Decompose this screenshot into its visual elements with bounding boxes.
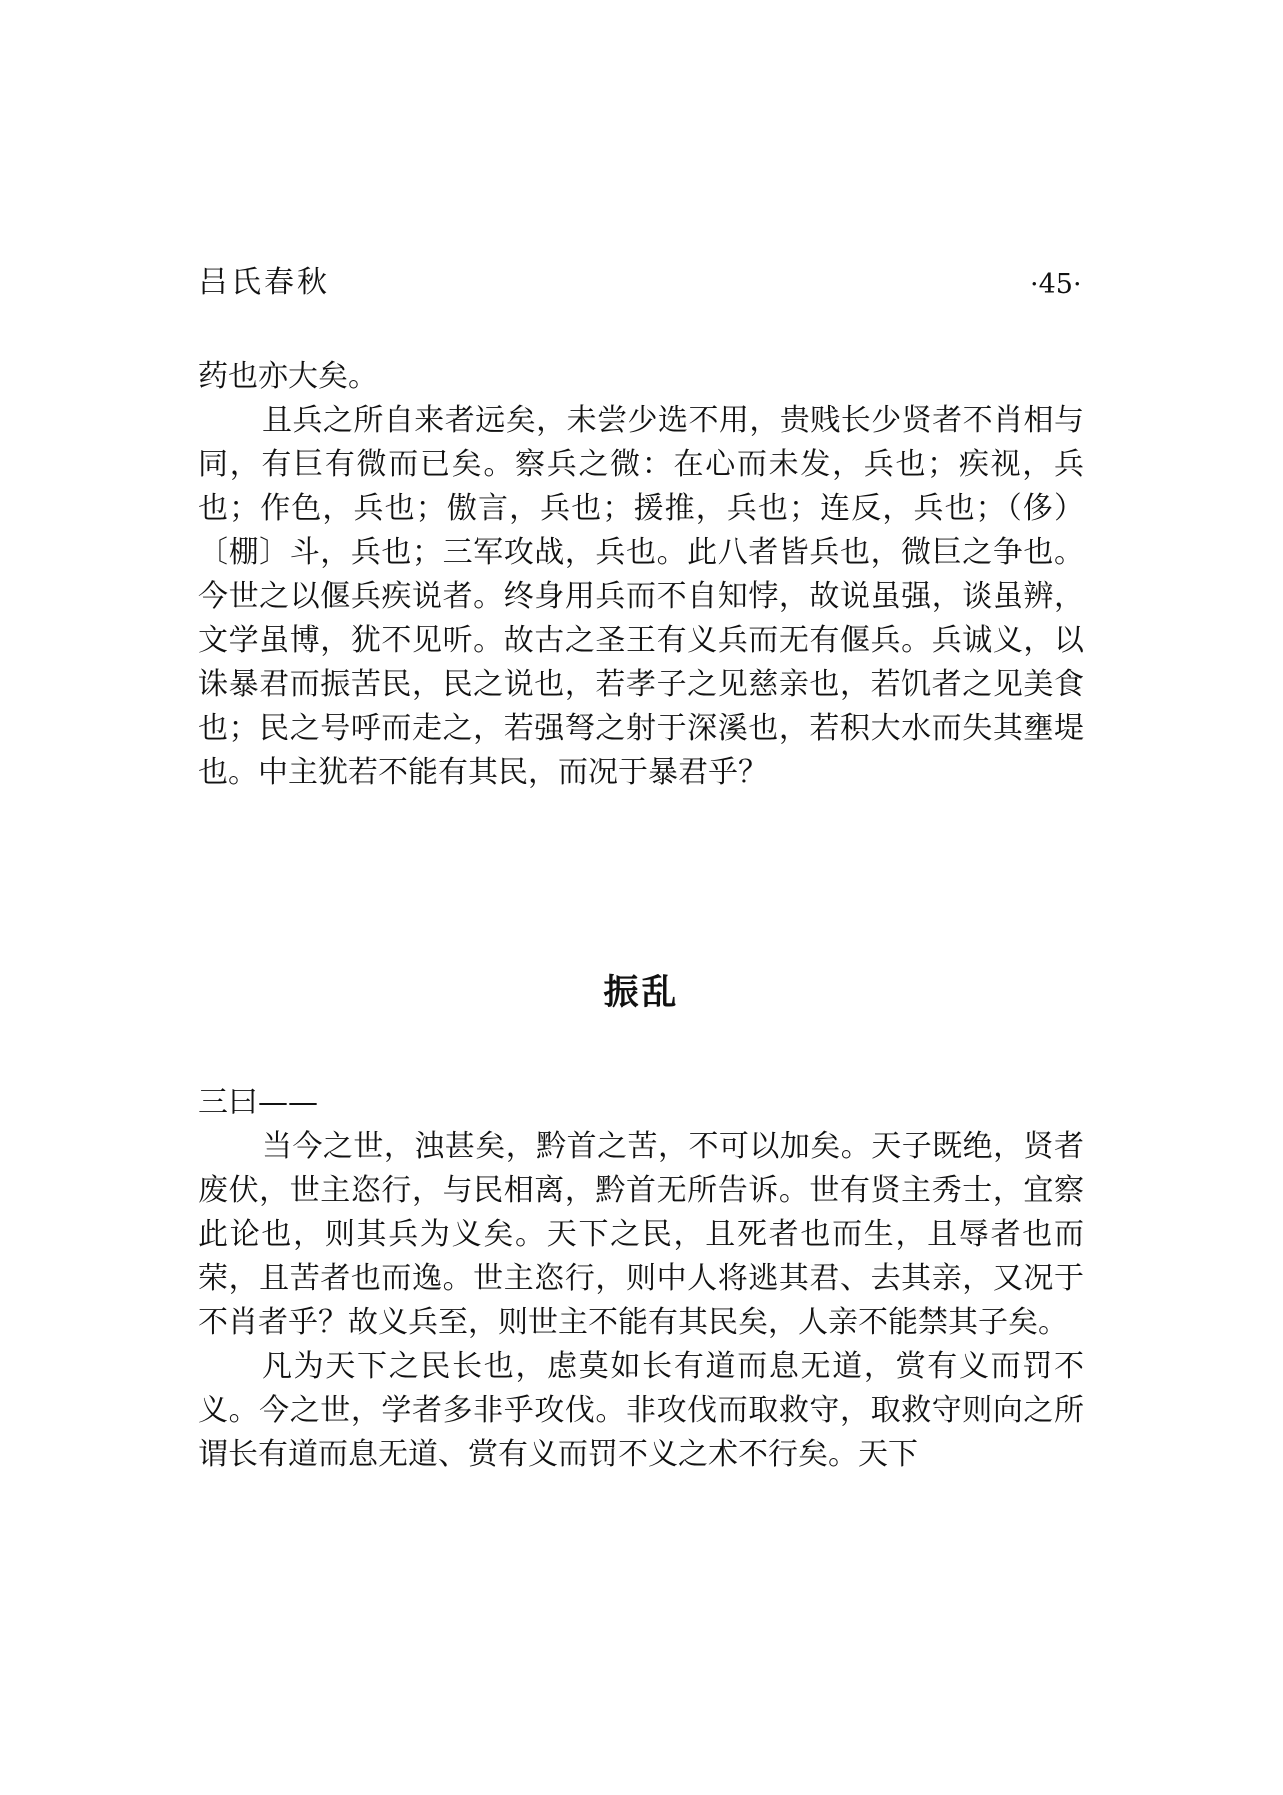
chapter-title: 振乱 [603,973,680,1013]
text-block-previous-chapter [198,355,1084,795]
paragraph: 凡为天下之民长也，虑莫如长有道而息无道，赏有义而罚不义。今之世，学者多非乎攻伐。非攻伐而取救守，取救守则向之所谓长有道而息无道、赏有义而罚不义之术不行矣。天下 [198,1349,1084,1472]
text-block-chapter-body [198,1081,1084,1477]
paragraph: 当今之世，浊甚矣，黔首之苦，不可以加矣。天子既绝，贤者废伏，世主恣行，与民相离，黔首无所告诉。世有贤主秀士，宜察此论也，则其兵为义矣。天下之民，且死者也而生，且辱者也而荣，且苦者也而逸。世主恣行，则中人将逃其君、去其亲，又况于不肖者乎？故义兵至，则世主不能有其民矣，人亲不能禁其子矣。 [198,1129,1084,1340]
paragraph: 且兵之所自来者远矣，未尝少选不用，贵贱长少贤者不肖相与同，有巨有微而已矣。察兵之微：在心而未发，兵也；疾视，兵也；作色，兵也；傲言，兵也；援推，兵也；连反，兵也；（侈）〔棚〕斗，兵也；三军攻战，兵也。此八者皆兵也，微巨之争也。今世之以偃兵疾说者。终身用兵而不自知悖，故说虽强，谈虽辨，文学虽博，犹不见听。故古之圣王有义兵而无有偃兵。兵诚义，以诛暴君而振苦民，民之说也，若孝子之见慈亲也，若饥者之见美食也；民之号呼而走之，若强弩之射于深溪也，若积大水而失其壅堤也。中主犹若不能有其民，而况于暴君乎？ [198,403,1084,790]
paragraph-continuation: 药也亦大矣。 [198,359,378,394]
page-number: ·45· [1030,269,1082,300]
chapter-intro: 三曰—— [198,1085,318,1120]
running-header-book-title: 吕氏春秋 [198,265,330,300]
